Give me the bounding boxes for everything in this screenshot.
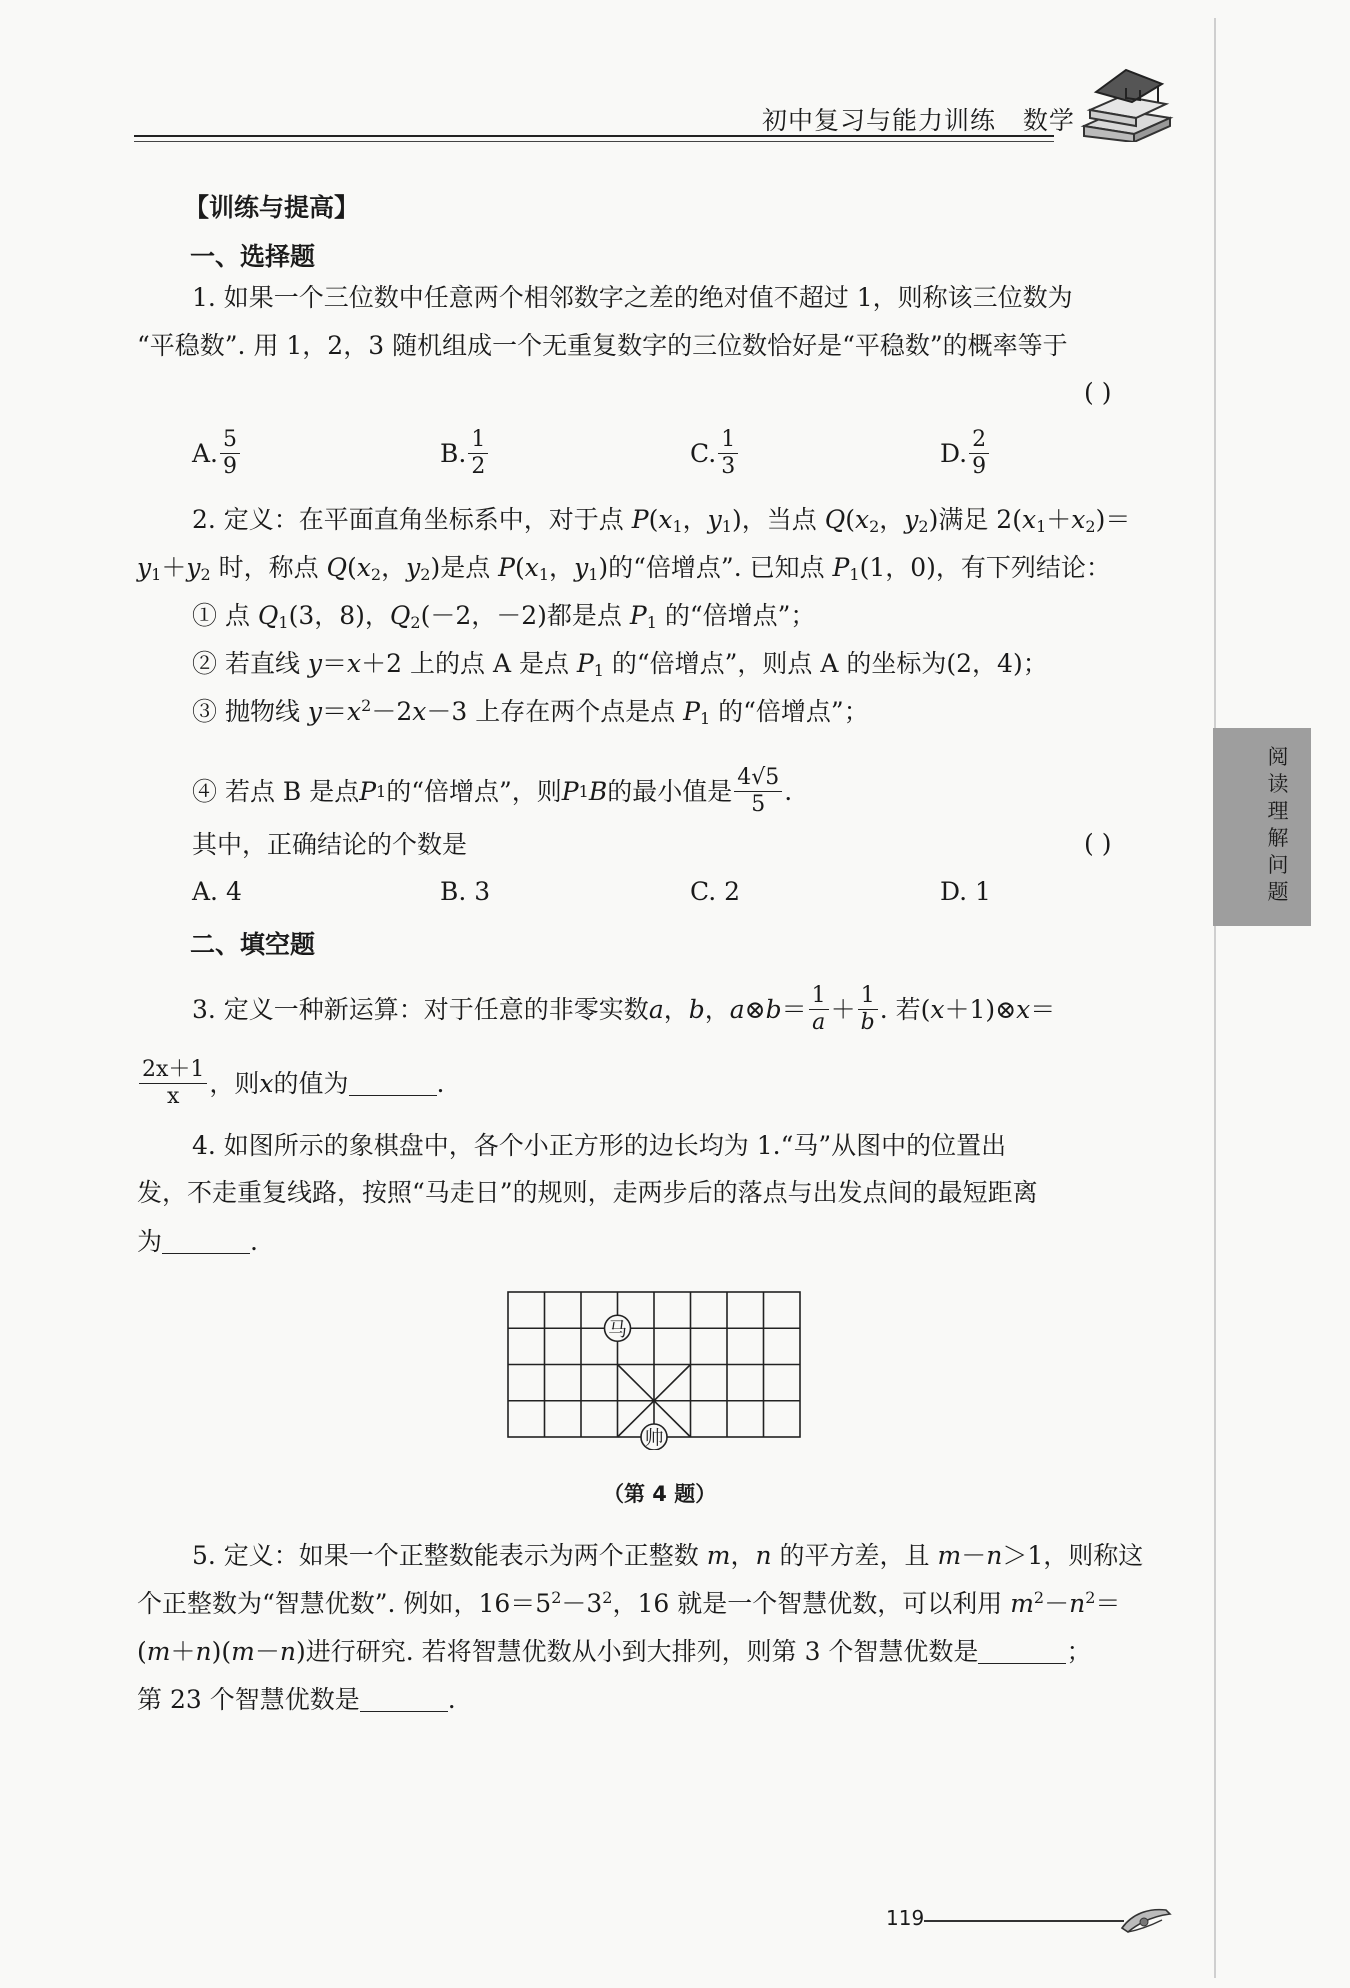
footer-rule (924, 1920, 1124, 1922)
q1-option-b (440, 428, 490, 479)
q2-option-d: D. 1 (940, 877, 991, 906)
q4-line1: 4. 如图所示的象棋盘中，各个小正方形的边长均为 1.“马”从图中的位置出 (192, 1131, 1007, 1160)
q2-question: 其中，正确结论的个数是 (192, 830, 468, 859)
horse-piece-label: 马 (607, 1318, 628, 1341)
chessboard-figure (502, 1286, 808, 1450)
q3-fraction: $\frac{2x+1}{x}$ (139, 1058, 207, 1109)
q1-option-a (192, 428, 242, 479)
answer-blank (360, 1687, 448, 1712)
marshal-piece (641, 1424, 667, 1450)
q2-conclusion-3: ③ 抛物线 $y=x^2-2x-3$ 上存在两个点是点 $P_1$ 的“倍增点”； (192, 696, 869, 728)
answer-blank (349, 1071, 437, 1096)
figure-caption: （第 4 题） (603, 1482, 717, 1506)
q5-line2: 个正整数为“智慧优数”. 例如，$16=5^2-3^2$，16 就是一个智慧优数，可以利用 $m^2-n^2=$ (137, 1588, 1121, 1618)
option-fraction: $\frac{5}{9}$ (220, 428, 240, 479)
q4-line3: 为 . (137, 1227, 258, 1256)
q2-conclusion-4: ④ 若点 B 是点 P 1 的“倍增点”，则 P 1 B 的最小值是 $\frac{4√5}{5}$ . (192, 765, 793, 817)
q1-line1: 1. 如果一个三位数中任意两个相邻数字之差的绝对值不超过 1，则称该三位数为 (192, 283, 1073, 312)
option-label: C. (690, 439, 717, 468)
min-value-fraction: $\frac{4√5}{5}$ (734, 766, 782, 817)
q5-line1: 5. 定义：如果一个正整数能表示为两个正整数 m，n 的平方差，且 m－n＞1，则称这 (192, 1541, 1144, 1570)
part2-title: 二、填空题 (190, 930, 316, 959)
q3-line2: $\frac{2x+1}{x}$ ，则 x 的值为 . (137, 1058, 445, 1109)
option-fraction: $\frac{1}{3}$ (718, 428, 738, 479)
q1-option-c (690, 428, 740, 479)
page-edge-line (1214, 18, 1216, 1978)
option-label: D. (940, 439, 968, 468)
option-label: A. (192, 439, 219, 468)
header-rule-thin (134, 141, 1054, 142)
side-tab-label: 阅读理解问题 (1267, 745, 1289, 904)
answer-blank (978, 1639, 1066, 1664)
q2-line1: 2. 定义：在平面直角坐标系中，对于点 $P(x_1$，$y_1$)，当点 $Q(x_2$，$y_2$)满足 $2(x_1+x_2)=$ (192, 505, 1131, 536)
q2-option-c: C. 2 (690, 877, 741, 906)
horse-piece (605, 1315, 631, 1341)
section-title: 【训练与提高】 (184, 193, 360, 222)
q2-line2: $y_1+y_2$ 时，称点 $Q(x_2$，$y_2$)是点 $P(x_1$，$y_1$)的“倍增点”. 已知点 $P_1(1$，0)，有下列结论： (137, 553, 1111, 584)
one-over-a: $\frac{1}{a}$ (809, 984, 829, 1035)
q2-option-a: A. 4 (192, 877, 242, 906)
marshal-piece-label: 帅 (644, 1427, 664, 1449)
pen-icon (1118, 1902, 1174, 1938)
q2-conclusion-2: ② 若直线 y＝x＋2 上的点 A 是点 $P_1$ 的“倍增点”，则点 A 的坐标为(2，4)； (192, 649, 1048, 680)
option-fraction: $\frac{2}{9}$ (969, 428, 989, 479)
part1-title: 一、选择题 (190, 242, 316, 271)
q1-line2: “平稳数”. 用 1，2，3 随机组成一个无重复数字的三位数恰好是“平稳数”的概率等于 (137, 331, 1068, 360)
option-label: B. (440, 439, 467, 468)
books-icon (1078, 62, 1174, 142)
option-fraction: $\frac{1}{2}$ (468, 428, 488, 479)
q2-conclusion-1: ① 点 $Q_1(3$，8)，$Q_2(-2$，－2)都是点 $P_1$ 的“倍增点”； (192, 601, 816, 632)
header-title: 初中复习与能力训练 数学 (762, 106, 1075, 135)
page-number: 119 (886, 1906, 925, 1930)
q5-line4: 第 23 个智慧优数是 . (137, 1685, 456, 1714)
q3-line1: 3. 定义一种新运算：对于任意的非零实数 a ， b ， a ⊗ b ＝ $\frac{1}{a}$ ＋ $\frac{1}{b}$ . 若( x ＋1)⊗ x ＝ (192, 983, 1056, 1035)
answer-blank (162, 1229, 250, 1254)
one-over-b: $\frac{1}{b}$ (858, 984, 878, 1035)
side-tab (1213, 728, 1311, 926)
q5-line3: (m＋n)(m－n)进行研究. 若将智慧优数从小到大排列，则第 3 个智慧优数是 ； (137, 1637, 1092, 1666)
q1-answer-paren: ( ) (1084, 378, 1112, 407)
q1-option-d (940, 428, 991, 479)
q4-line2: 发，不走重复线路，按照“马走日”的规则，走两步后的落点与出发点间的最短距离 (137, 1178, 1038, 1207)
q2-answer-paren: ( ) (1084, 829, 1112, 858)
header-rule (134, 135, 1054, 137)
q2-option-b: B. 3 (440, 877, 491, 906)
